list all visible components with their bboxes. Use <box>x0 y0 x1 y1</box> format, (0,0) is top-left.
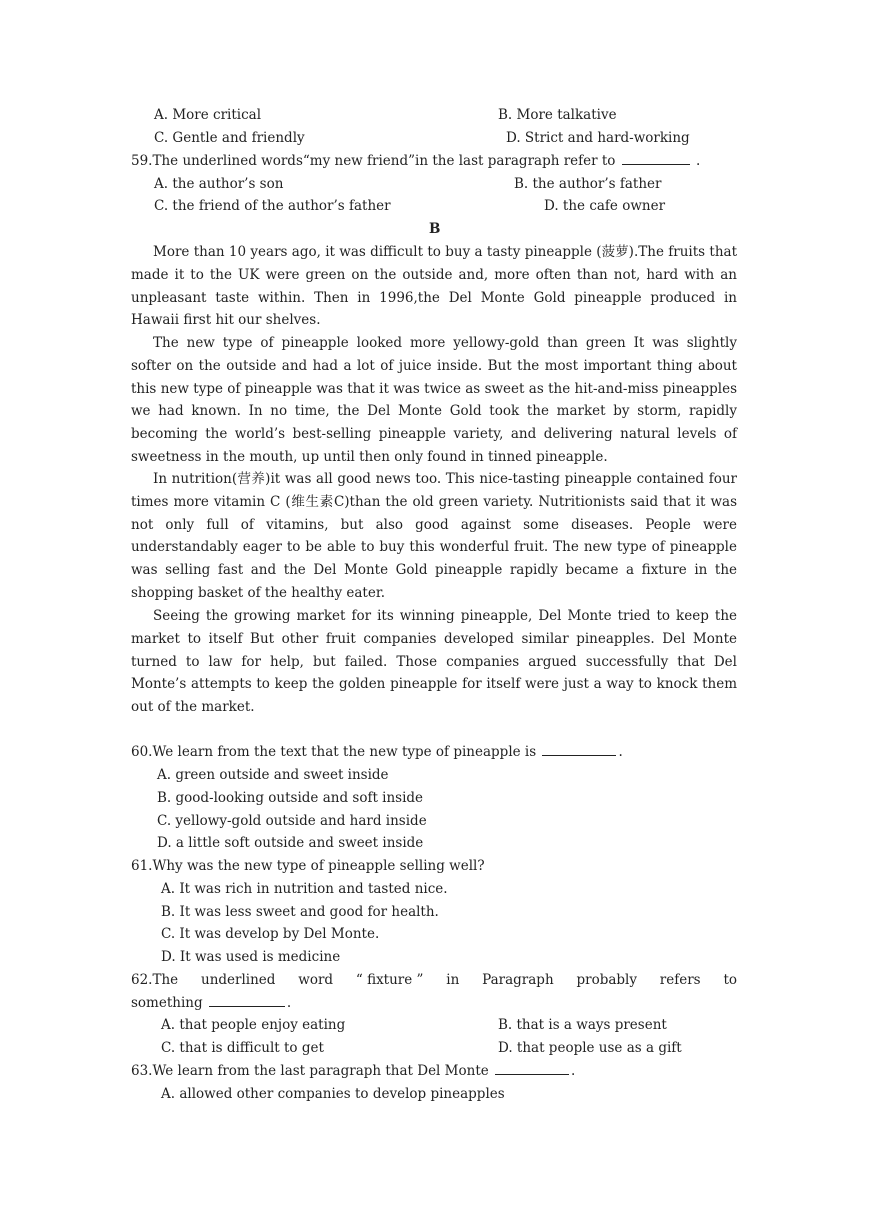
q59-stem: 59.The underlined words“my new friend”in the last paragraph refer to <box>131 153 616 169</box>
q58-option-b: B. More talkative <box>498 107 617 123</box>
q60-option-a: A. green outside and sweet inside <box>157 767 389 783</box>
passage-paragraph-1: More than 10 years ago, it was difficult to buy a tasty pineapple (菠萝).The fruits that made it to the UK were green on the outside and, more often than not, hard with an unpleasant taste within. Then in 1996,the Del Monte Gold pineapple produced in Hawaii first hit our shelves. <box>131 244 737 329</box>
q59-option-a: A. the author’s son <box>154 176 284 192</box>
q59-end: . <box>696 153 701 169</box>
q62-option-c: C. that is difficult to get <box>161 1040 324 1056</box>
q60-option-c: C. yellowy-gold outside and hard inside <box>157 813 427 829</box>
q59-answer-blank <box>622 150 690 165</box>
q58-option-c: C. Gentle and friendly <box>154 130 305 146</box>
passage-paragraph-3: In nutrition(营养)it was all good news too. This nice-tasting pineapple contained four times more vitamin C (维生素C)than the old green variety. Nutritionists said that it was not only full of vitamins, but also good against some diseases. People were understandably eager to be able to buy this wonderful fruit. The new type of pineapple was selling fast and the Del Monte Gold pineapple rapidly became a fixture in the shopping basket of the healthy eater. <box>131 471 737 601</box>
q62-option-b: B. that is a ways present <box>498 1017 667 1033</box>
q60-stem: 60.We learn from the text that the new type of pineapple is <box>131 744 537 760</box>
passage-paragraph-4: Seeing the growing market for its winning pineapple, Del Monte tried to keep the market to itself But other fruit companies developed similar pineapples. Del Monte turned to law for help, but failed. Those companies argued successfully that Del Monte’s attempts to keep the golden pineapple for itself were just a way to knock them out of the market. <box>131 608 737 716</box>
passage-paragraph-2: The new type of pineapple looked more yellowy-gold than green It was slightly softer on the outside and had a lot of juice inside. But the most important thing about this new type of pineapple was that it was twice as sweet as the hit-and-miss pineapples we had known. In no time, the Del Monte Gold took the market by storm, rapidly becoming the world’s best-selling pineapple variety, and delivering natural levels of sweetness in the mouth, up until then only found in tinned pineapple. <box>131 335 737 465</box>
q63-answer-blank <box>495 1060 569 1075</box>
q59-question <box>131 150 700 173</box>
q58-option-d: D. Strict and hard-working <box>506 130 690 146</box>
q62-word: word <box>298 972 334 988</box>
q60-answer-blank <box>542 741 616 756</box>
q62-word: to <box>723 972 737 988</box>
q61-option-a: A. It was rich in nutrition and tasted nice. <box>161 881 448 897</box>
q61-option-d: D. It was used is medicine <box>161 949 341 965</box>
q58-option-a: A. More critical <box>154 107 262 123</box>
q61-question: 61.Why was the new type of pineapple selling well? <box>131 858 485 874</box>
q60-end: . <box>618 744 623 760</box>
q60-question <box>131 741 623 764</box>
q62-word: “ fixture ” <box>355 972 424 988</box>
q62-answer-blank <box>209 992 285 1007</box>
q62-stem-end: something <box>131 995 203 1011</box>
q59-option-c: C. the friend of the author’s father <box>154 198 391 214</box>
q63-question <box>131 1060 575 1083</box>
q62-word: refers <box>659 972 701 988</box>
q59-option-b: B. the author’s father <box>514 176 662 192</box>
q62-option-a: A. that people enjoy eating <box>161 1017 346 1033</box>
q62-word: probably <box>576 972 637 988</box>
q59-option-d: D. the cafe owner <box>544 198 666 214</box>
q63-stem: 63.We learn from the last paragraph that Del Monte <box>131 1063 489 1079</box>
q62-end: . <box>286 995 292 1011</box>
q62-word: 62.The <box>131 972 179 988</box>
q60-option-b: B. good-looking outside and soft inside <box>157 790 424 806</box>
q61-option-b: B. It was less sweet and good for health. <box>161 904 439 920</box>
q62-question-line-2 <box>131 992 291 1015</box>
q60-option-d: D. a little soft outside and sweet inside <box>157 835 424 851</box>
q62-option-d: D. that people use as a gift <box>498 1040 682 1056</box>
q61-option-c: C. It was develop by Del Monte. <box>161 926 380 942</box>
q62-question-line-1 <box>131 969 737 992</box>
q62-word: in <box>446 972 460 988</box>
q63-option-a: A. allowed other companies to develop pineapples <box>161 1086 505 1102</box>
q62-word: underlined <box>201 972 276 988</box>
q63-end: . <box>571 1063 576 1079</box>
section-heading: B <box>429 221 441 237</box>
q62-word: Paragraph <box>482 972 554 988</box>
